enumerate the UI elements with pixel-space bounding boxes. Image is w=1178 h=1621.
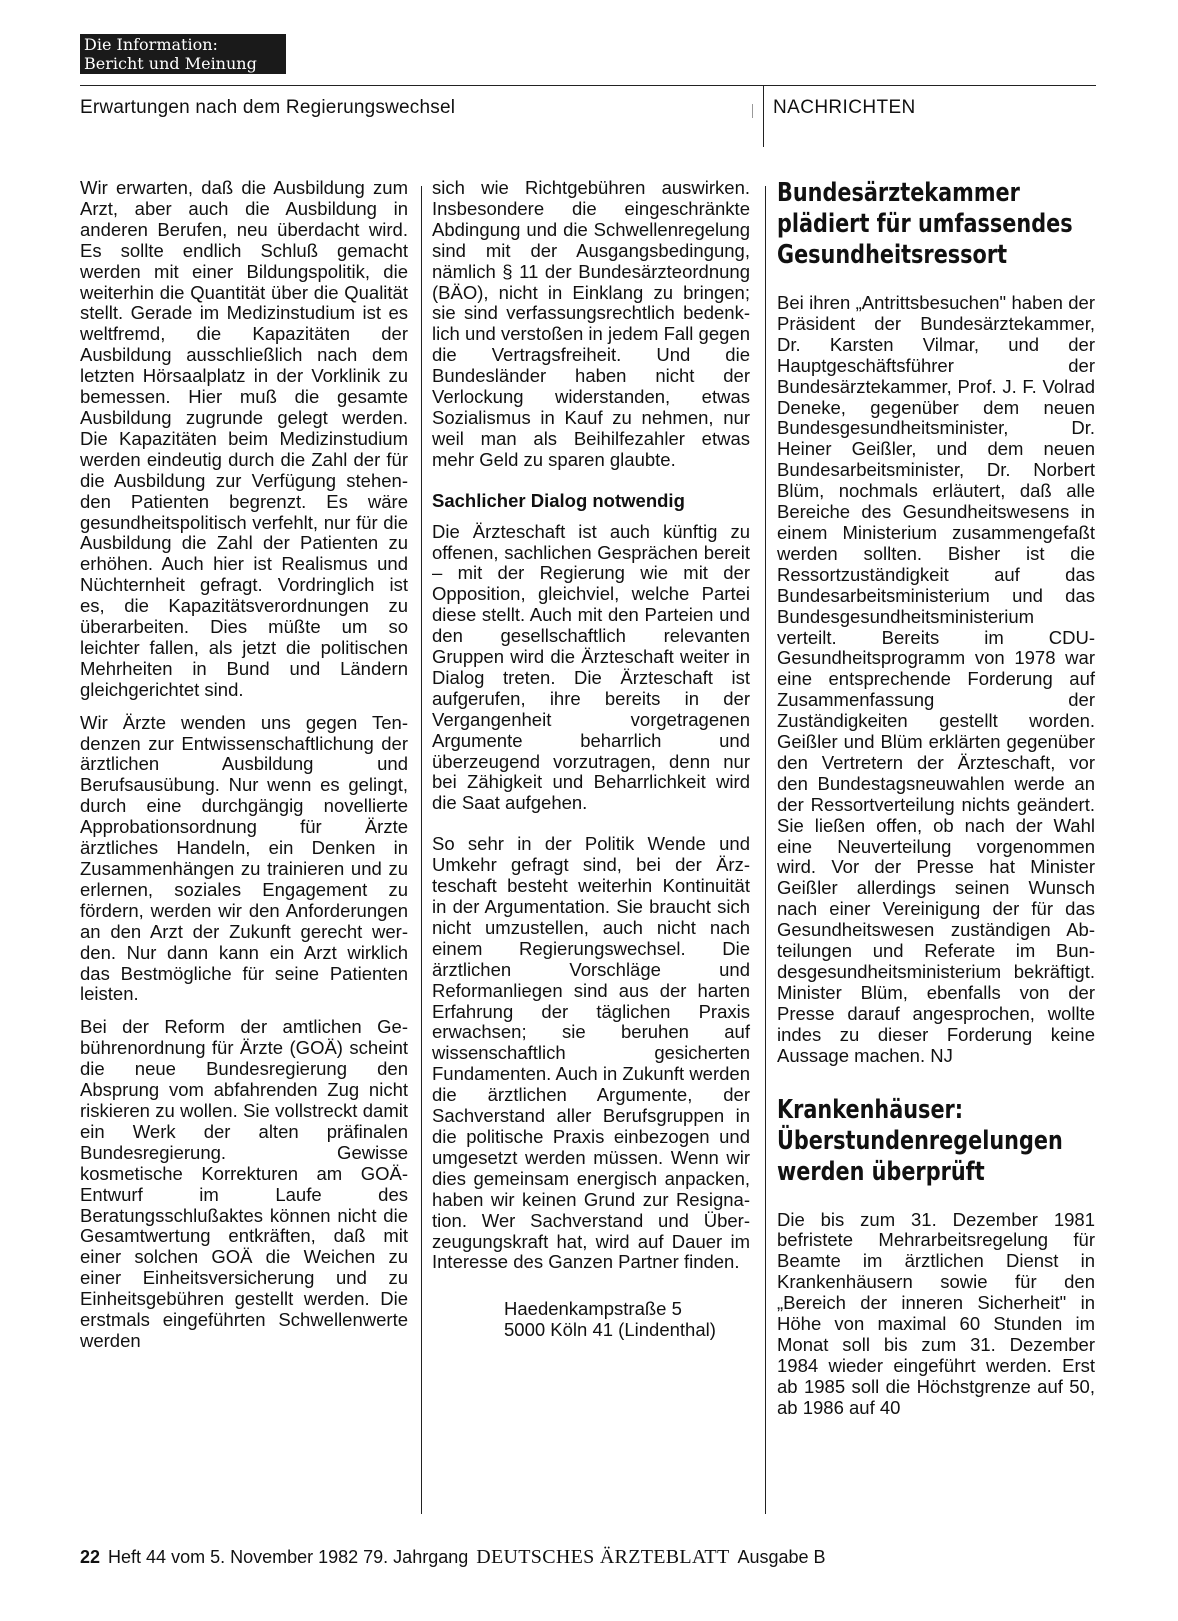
paragraph: Bei der Reform der amtlichen Gebührenordnung für Ärzte (GOÄ) scheint die neue Bundesregierung den Absprung vom abfahrenden Zug nicht riskieren zu wollen. Sie vollstreckt damit ein Werk der alten präfinalen Bundesregierung. Gewisse kosmetische Korrekturen am GOÄ-Entwurf im Laufe des Beratungsschlußaktes können nicht die Gesamtwertung entkräften, daß mit einer solchen GOÄ die Weichen zu einer Einheitsversicherung und zu Einheitsgebühren gestellt werden. Die erstmals eingeführten Schwellenwerte werden xyxy=(80,1016,408,1351)
column-divider-2 xyxy=(765,186,766,1514)
paragraph: Die bis zum 31. Dezember 1981 befristete Mehrarbeitsregelung für Beamte im ärztlichen Dienst in Krankenhäusern sowie für den „Bereich der inneren Sicherheit" in Höhe von maximal 60 Stunden im Monat soll bis zum 31. Dezember 1984 wieder eingeführt werden. Erst ab 1985 soll die Höchstgrenze auf 50, ab 1986 auf 40 xyxy=(777,1208,1095,1418)
page-number: 22 xyxy=(80,1547,101,1567)
paragraph: Wir Ärzte wenden uns gegen Tendenzen zur Entwissenschaftlichung der ärztlichen Ausbildung und Berufsausübung. Nur wenn es gelingt, durch eine durchgängig novellierte Approbationsordnung für Ärzte ärztliches Handeln, ein Denken in Zusammenhängen zu trainieren und zu erlernen, soziales Engagement zu fördern, werden wir den Anforderungen an den Arzt der Zukunft gerecht werden. Nur dann kann ein Arzt wirklich das Bestmögliche für seine Patienten leisten. xyxy=(80,711,408,1005)
page-footer xyxy=(80,1546,826,1569)
paragraph: sich wie Richtgebühren auswirken. Insbesondere die eingeschränkte Abdingung und die Schwellenregelung sind mit der Ausgangsbedingung, nämlich § 11 der Bundesärzteordnung (BÄO), nicht in Einklang zu bringen; sie sind verfassungsrechtlich bedenklich und verstoßen in jedem Fall gegen die Vertragsfreiheit. Und die Bundesländer haben nicht der Verlockung widerstanden, etwas Sozialismus in Kauf zu nehmen, nur weil man als Beihilfezahler etwas mehr Geld zu sparen glaubte. xyxy=(432,177,750,470)
divider-tick xyxy=(752,104,753,118)
news-headline-2: Krankenhäuser: Überstundenregelungen werden überprüft xyxy=(777,1094,1063,1187)
subheading: Sachlicher Dialog notwendig xyxy=(432,489,685,511)
address xyxy=(432,1299,750,1341)
article-column-2 xyxy=(432,178,750,1341)
address-city: 5000 Köln 41 (Lindenthal) xyxy=(504,1319,716,1341)
header-divider xyxy=(763,85,764,147)
section-badge xyxy=(80,34,286,74)
issue-info: Heft 44 vom 5. November 1982 79. Jahrgang xyxy=(108,1547,469,1567)
badge-line-2: Bericht und Meinung xyxy=(84,54,257,73)
article-column-1 xyxy=(80,178,408,1352)
paragraph: So sehr in der Politik Wende und Umkehr gefragt sind, bei der Ärzteschaft besteht weiterhin Kontinuität in der Argumentation. Sie braucht sich nicht umzustellen, auch nicht nach einem Regierungswechsel. Die ärztlichen Vorschläge und Reformanliegen sind aus der harten Erfahrung der täglichen Praxis erwachsen; sie beruhen auf wissenschaftlich gesicherten Fundamenten. Auch in Zukunft werden die ärztlichen Argumente, der Sachverstand aller Berufsgruppen in die politische Praxis einbezogen und umgesetzt werden müssen. Wenn wir dies gemeinsam energisch anpacken, haben wir keinen Grund zur Resignation. Wer Sachverstand und Überzeugungskraft hat, wird auf Dauer im Interesse des Ganzen Partner finden. xyxy=(432,833,750,1273)
edition: Ausgabe B xyxy=(737,1547,826,1567)
section-label-news: NACHRICHTEN xyxy=(773,97,916,118)
paragraph: Wir erwarten, daß die Ausbildung zum Arzt, aber auch die Ausbildung in anderen Berufen, neu überdacht wird. Es sollte endlich Schluß gemacht werden mit einer Bildungspolitik, die weiterhin die Quantität über die Qualität stellt. Gerade im Medizinstudium ist es weltfremd, die Kapazitäten der Ausbildung ausschließlich nach dem letzten Hörsaalplatz in der Vorklinik zu bemessen. Hier muß die gesamte Ausbildung zugrunde gelegt werden. Die Kapazitäten beim Medizinstudium werden eindeutig durch die Zahl der für die Ausbildung zur Verfügung stehenden Patienten begrenzt. Es wäre gesundheitspolitisch verfehlt, nur für die Ausbildung die Zahl der Patienten zu erhöhen. Auch hier ist Realismus und Nüchternheit gefragt. Vordringlich ist es, die Kapazitätsverordnungen zu überarbeiten. Dies müßte um so leichter fallen, als jetzt die politischen Mehrheiten in Bund und Ländern gleichgerichtet sind. xyxy=(80,177,408,700)
section-title: Erwartungen nach dem Regierungswechsel xyxy=(80,97,456,118)
column-divider-1 xyxy=(421,186,422,1514)
paragraph: Bei ihren „Antrittsbesuchen" haben der Präsident der Bundesärztekammer, Dr. Karsten Vilmar, und der Hauptgeschäftsführer der Bundesärztekammer, Prof. J. F. Volrad Deneke, gegenüber dem neuen Bundesgesundheitsminister, Dr. Heiner Geißler, und dem neuen Bundesarbeitsminister, Dr. Norbert Blüm, nochmals erläutert, daß alle Bereiche des Gesundheitswesens in einem Ministerium zusammengefaßt werden sollten. Bisher ist die Ressortzuständigkeit auf das Bundesarbeitsministerium und das Bundesgesundheitsministerium verteilt. Bereits im CDU-Gesundheitsprogramm von 1978 war eine entsprechende Forderung auf Zusammenfassung der Zuständigkeiten gestellt worden. Geißler und Blüm erklärten gegenüber den Vertretern der Ärzteschaft, vor den Bundestagsneuwahlen werde an der Ressortverteilung nichts geändert. Sie ließen offen, ob nach der Wahl eine Neuverteilung vorgenommen wird. Vor der Presse hat Minister Geißler allerdings seinen Wunsch nach einer Vereinigung der für das Gesundheitswesen zuständigen Abteilungen und Referate im Bundesgesundheitsministerium bekräftigt. Minister Blüm, ebenfalls von der Presse darauf angesprochen, wollte indes zu dieser Forderung keine Aussage machen. NJ xyxy=(777,292,1095,1066)
magazine-name: DEUTSCHES ÄRZTEBLATT xyxy=(476,1546,730,1568)
badge-line-1: Die Information: xyxy=(84,35,218,54)
address-street: Haedenkampstraße 5 xyxy=(504,1298,682,1320)
top-rule xyxy=(80,85,1096,86)
news-headline-1: Bundesärztekammer plädiert für umfassendes Gesundheitsressort xyxy=(777,178,1073,270)
paragraph: Die Ärzteschaft ist auch künftig zu offenen, sachlichen Gesprächen bereit – mit der Regierung wie mit der Opposition, gleichviel, welche Partei diese stellt. Auch mit den Parteien und den gesellschaftlich relevanten Gruppen wird die Ärzteschaft weiter in Dialog treten. Die Ärzteschaft ist aufgerufen, ihre bereits in der Vergangenheit vorgetragenen Argumente beharrlich und überzeugend vorzutragen, denn nur bei Zähigkeit und Beharrlichkeit wird die Saat aufgehen. xyxy=(432,520,750,814)
news-column xyxy=(777,178,1095,1419)
